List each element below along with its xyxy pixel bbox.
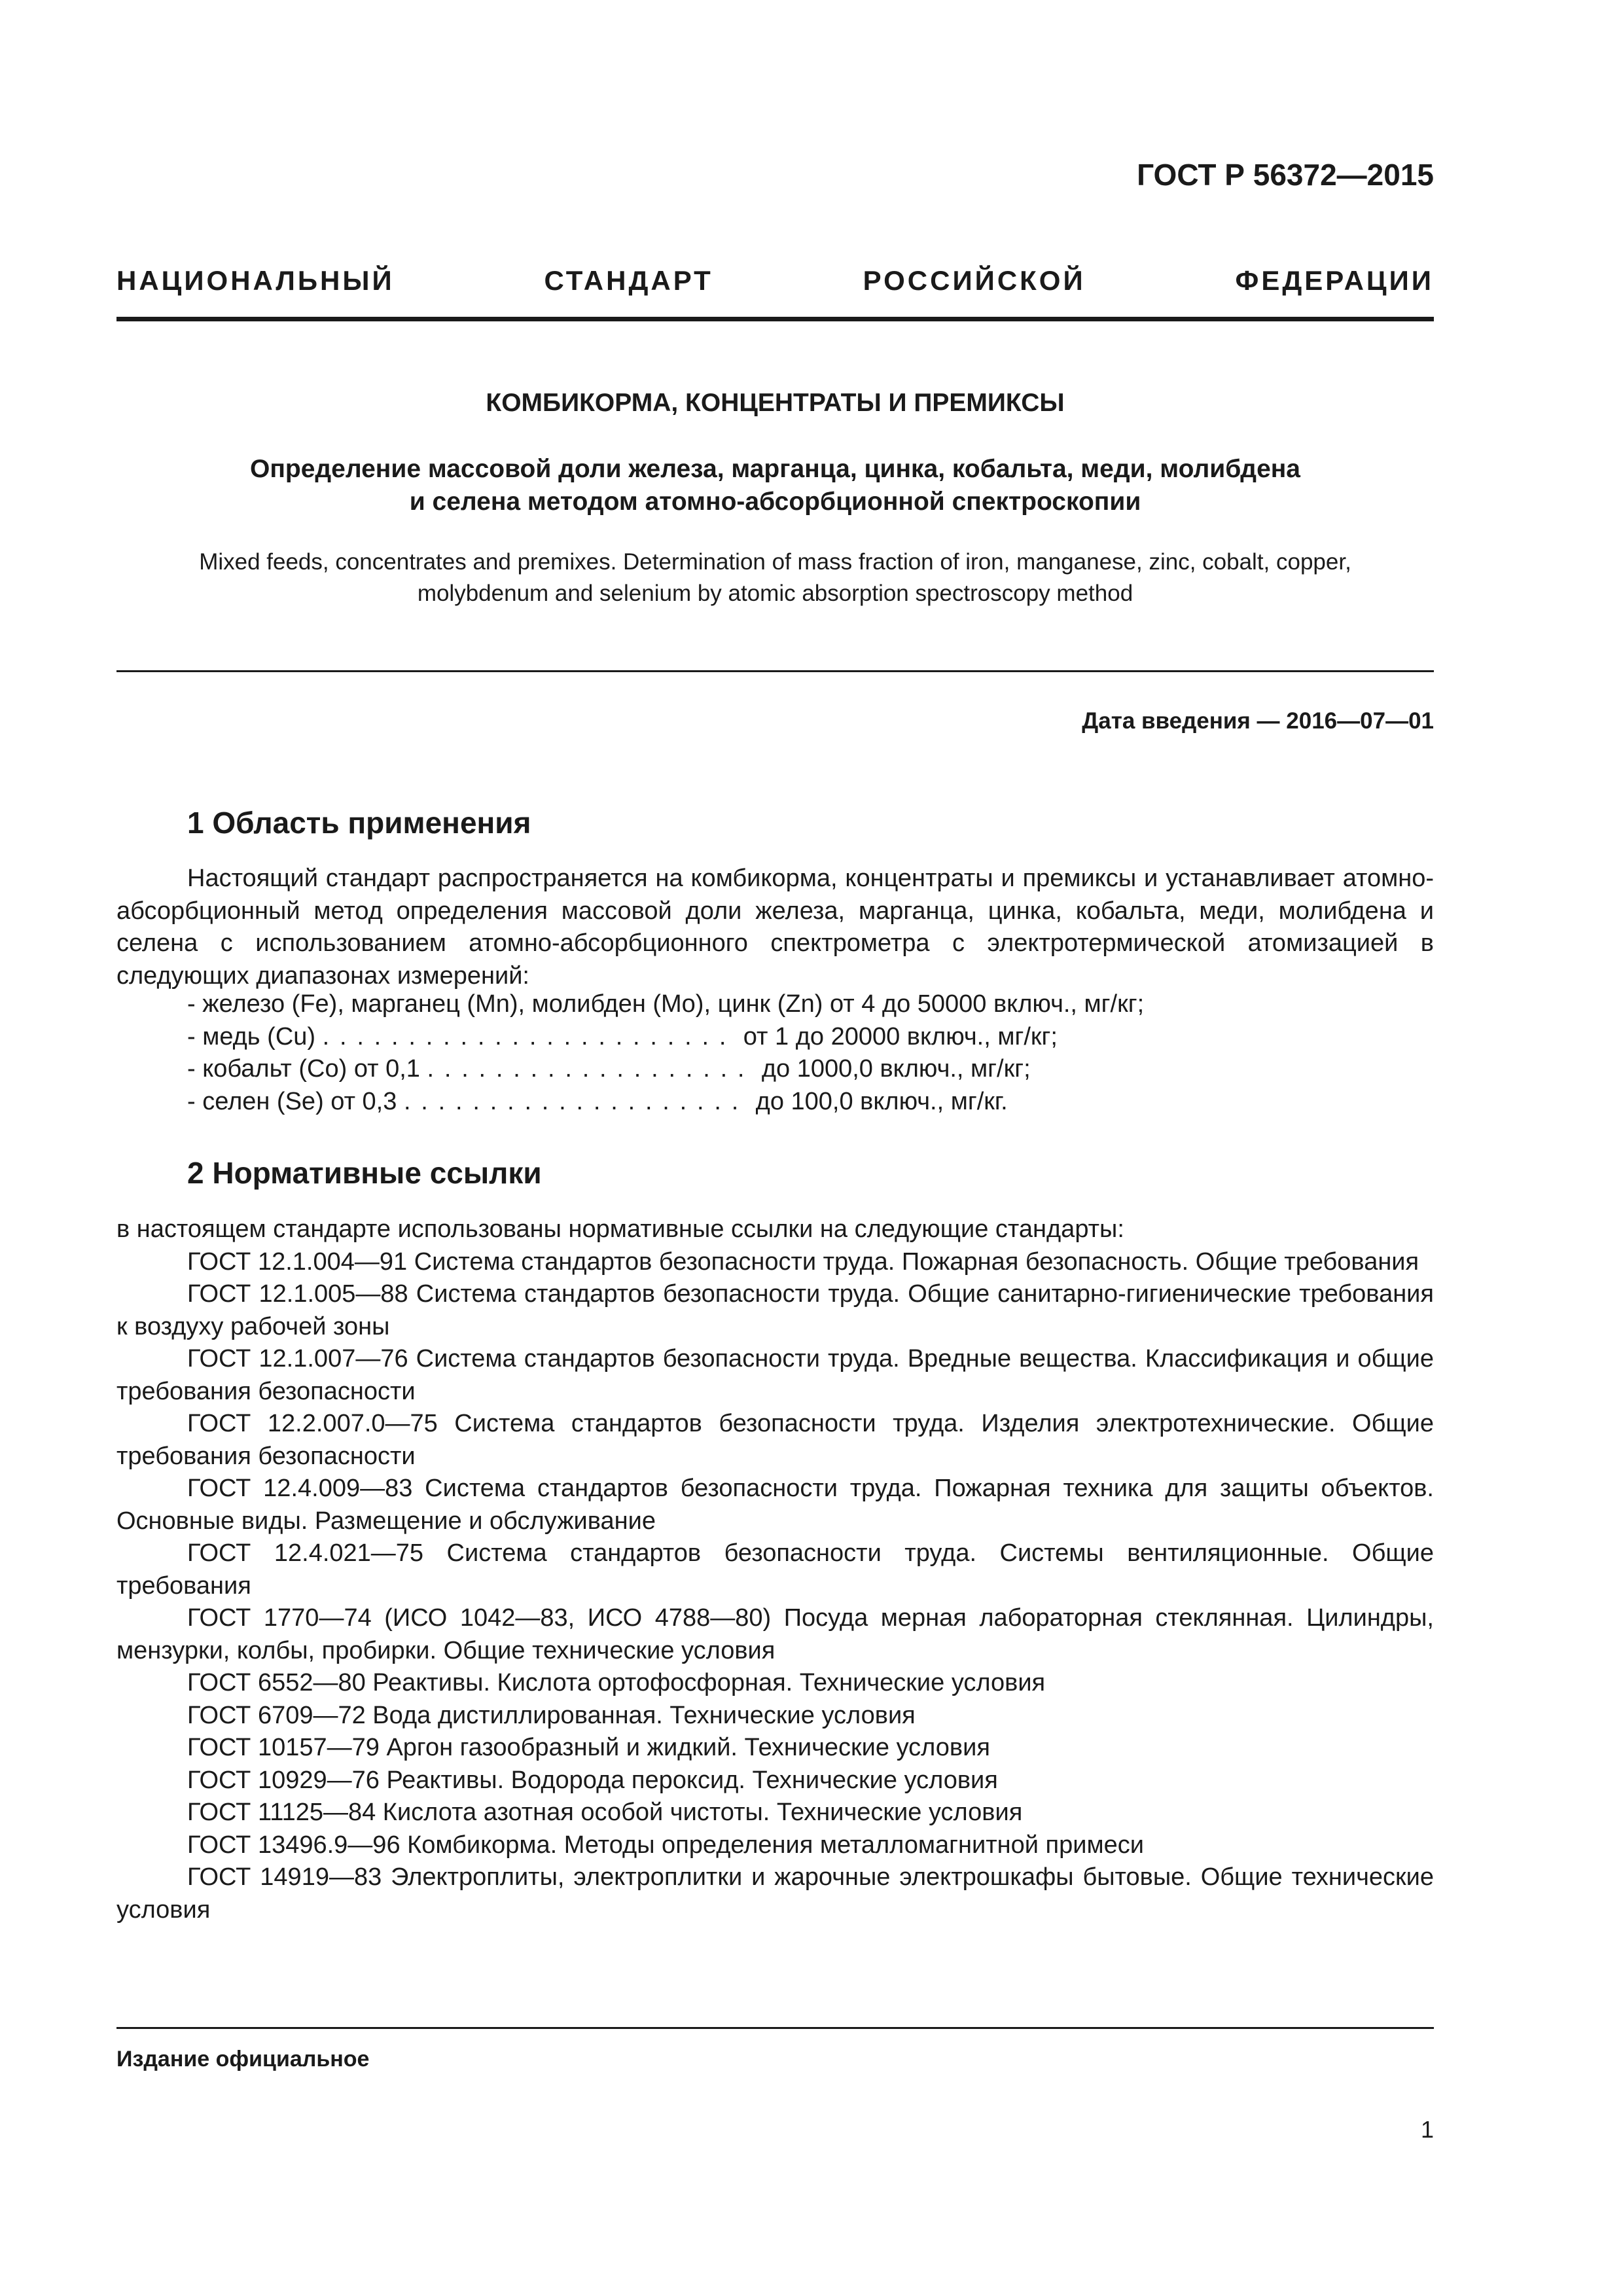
reference-item: ГОСТ 10157—79 Аргон газообразный и жидкий. Технические условия — [187, 1734, 990, 1761]
document-number: ГОСТ Р 56372—2015 — [1137, 158, 1434, 192]
reference-item: ГОСТ 14919—83 Электроплиты, электроплитки и жарочные электрошкафы бытовые. Общие технические условия — [116, 1863, 1434, 1924]
english-title-line: molybdenum and selenium by atomic absorption spectroscopy method — [417, 581, 1133, 606]
reference-item: ГОСТ 11125—84 Кислота азотная особой чистоты. Технические условия — [187, 1799, 1023, 1826]
reference-item: ГОСТ 12.4.021—75 Система стандартов безопасности труда. Системы вентиляционные. Общие требования — [116, 1539, 1434, 1600]
dot-leader: ................... — [427, 1055, 755, 1083]
range-item: - медь (Cu) ........................ от 1 до 20000 включ., мг/кг; — [187, 1021, 1434, 1054]
reference-item: ГОСТ 1770—74 (ИСО 1042—83, ИСО 4788—80) Посуда мерная лабораторная стеклянная. Цилиндры, мензурки, колбы, пробирки. Общие технические условия — [116, 1604, 1434, 1664]
reference-item: ГОСТ 10929—76 Реактивы. Водорода пероксид. Технические условия — [187, 1766, 998, 1794]
range-item: - кобальт (Co) от 0,1 ................... до 1000,0 включ., мг/кг; — [187, 1053, 1434, 1086]
footer-divider — [116, 2027, 1434, 2029]
reference-item: ГОСТ 6552—80 Реактивы. Кислота ортофосфорная. Технические условия — [187, 1669, 1046, 1696]
reference-item: ГОСТ 12.2.007.0—75 Система стандартов безопасности труда. Изделия электротехнические. Общие требования безопасности — [116, 1410, 1434, 1470]
reference-item: ГОСТ 12.1.005—88 Система стандартов безопасности труда. Общие санитарно-гигиенические требования к воздуху рабочей зоны — [116, 1280, 1434, 1340]
official-edition-label: Издание официальное — [116, 2047, 370, 2072]
document-title: КОМБИКОРМА, КОНЦЕНТРАТЫ И ПРЕМИКСЫ — [486, 389, 1065, 417]
dot-leader: ........................ — [322, 1022, 737, 1050]
subtitle-line: и селена методом атомно-абсорбционной спектроскопии — [409, 488, 1141, 516]
dot-leader: .................... — [403, 1087, 749, 1115]
document-subtitle — [195, 453, 1355, 518]
references-intro: в настоящем стандарте использованы нормативные ссылки на следующие стандарты: — [116, 1215, 1124, 1243]
range-item: - железо (Fe), марганец (Mn), молибден (Mo), цинк (Zn) от 4 до 50000 включ., мг/кг; — [187, 990, 1145, 1018]
header-divider — [116, 317, 1434, 321]
english-title-line: Mixed feeds, concentrates and premixes. Determination of mass fraction of iron, manganese, zinc, cobalt, copper, — [199, 549, 1351, 575]
title-divider — [116, 670, 1434, 672]
section-2-heading: 2 Нормативные ссылки — [187, 1156, 542, 1190]
section-1-heading: 1 Область применения — [187, 806, 531, 840]
subtitle-line: Определение массовой доли железа, марганца, цинка, кобальта, меди, молибдена — [250, 455, 1300, 483]
reference-item: ГОСТ 12.1.004—91 Система стандартов безопасности труда. Пожарная безопасность. Общие требования — [187, 1247, 1419, 1276]
reference-item: ГОСТ 12.1.007—76 Система стандартов безопасности труда. Вредные вещества. Классификация и общие требования безопасности — [116, 1345, 1434, 1405]
reference-item: ГОСТ 6709—72 Вода дистиллированная. Технические условия — [187, 1701, 916, 1729]
measurement-ranges-list — [187, 988, 1434, 1118]
reference-item: ГОСТ 13496.9—96 Комбикорма. Методы определения металломагнитной примеси — [187, 1831, 1144, 1859]
document-page — [116, 0, 1434, 2296]
page-number: 1 — [1420, 2116, 1434, 2143]
section-1-paragraph: Настоящий стандарт распространяется на комбикорма, концентраты и премиксы и устанавливает атомно-абсорбционный метод определения массовой доли железа, марганца, цинка, кобальта, меди, молибдена и селена с использованием атомно-абсорбционного спектрометра с электротермической атомизацией в следующих диапазонах измерений: — [116, 865, 1434, 990]
reference-item: ГОСТ 12.4.009—83 Система стандартов безопасности труда. Пожарная техника для защиты объектов. Основные виды. Размещение и обслуживание — [116, 1475, 1434, 1535]
national-standard-title: НАЦИОНАЛЬНЫЙ СТАНДАРТ РОССИЙСКОЙ ФЕДЕРАЦИИ — [116, 265, 1434, 296]
normative-references-list — [116, 1213, 1434, 1926]
range-item: - селен (Se) от 0,3 .................... до 100,0 включ., мг/кг. — [187, 1086, 1434, 1119]
introduction-date: Дата введения — 2016—07—01 — [1082, 708, 1434, 734]
english-title — [143, 547, 1408, 609]
